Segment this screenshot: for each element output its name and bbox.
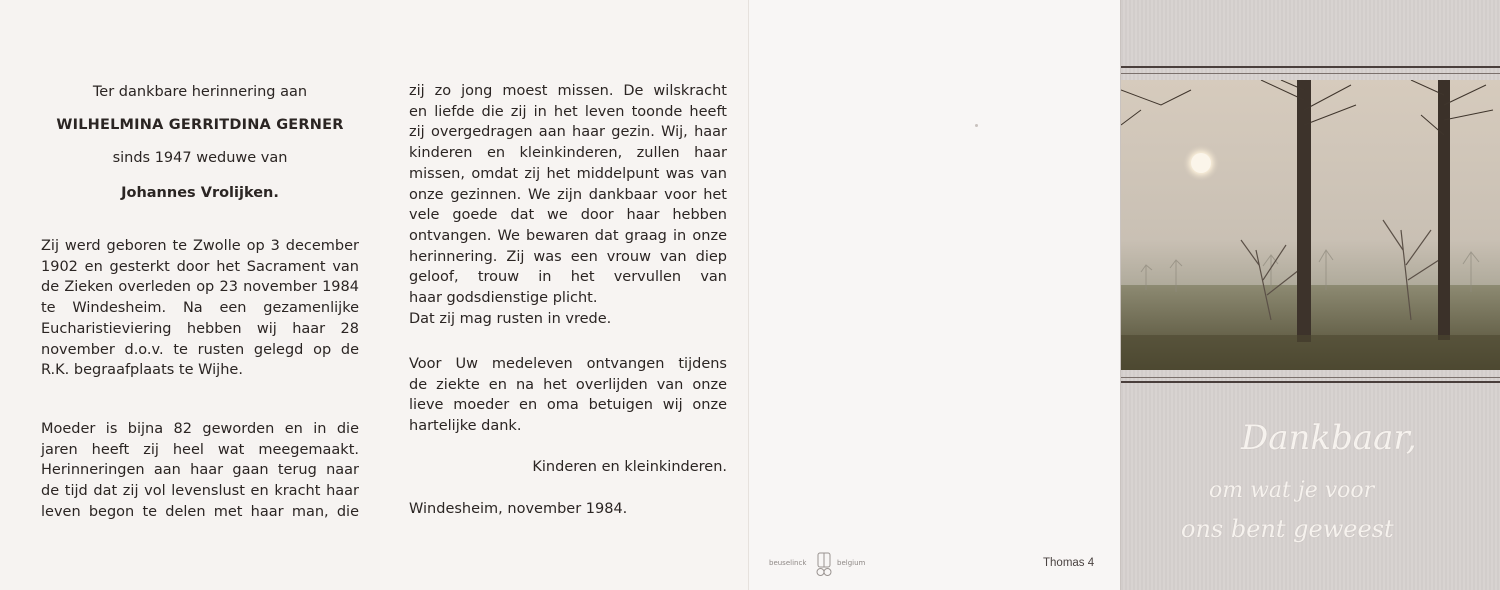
text-line: 1902 en gesterkt door het Sacrament van [41, 258, 359, 275]
family-signature: Kinderen en kleinkinderen. [532, 459, 727, 475]
intro-line: Ter dankbare herinnering aan [92, 84, 308, 100]
widow-line: sinds 1947 weduwe van [112, 150, 288, 166]
text-line: zij zo jong moest missen. De wilskracht [409, 83, 727, 99]
text-line: herinnering. Zij was een vrouw van diep [409, 248, 727, 265]
text-line: en liefde die zij in het leven toonde heeft [409, 103, 727, 120]
top-rule [1121, 66, 1500, 68]
left-panel [0, 0, 380, 590]
text-line: Moeder is bijna 82 geworden en in die [41, 421, 359, 437]
paper-speck [975, 124, 978, 127]
text-line: vele goede dat we door haar hebben [409, 207, 727, 224]
deceased-name: WILHELMINA GERRITDINA GERNER [56, 117, 344, 133]
script-line-3: ons bent geweest [1181, 515, 1394, 543]
text-line: Herinneringen aan haar gaan terug naar [41, 462, 359, 479]
printer-emblem-icon [815, 552, 833, 578]
memories-paragraph [41, 419, 359, 523]
text-line: missen, omdat zij het middelpunt was van [409, 165, 727, 182]
text-line: te Windesheim. Na een gezamenlijke [41, 300, 359, 317]
thanks-paragraph [409, 354, 727, 437]
text-line: geloof, trouw in het vervullen van [409, 269, 727, 286]
text-line: Voor Uw medeleven ontvangen tijdens [409, 356, 727, 372]
text-line: onze gezinnen. We zijn dankbaar voor het [409, 186, 727, 203]
printer-name-left: beuselinck [769, 559, 807, 567]
misty-trees-photo [1121, 80, 1500, 370]
script-title: Dankbaar, [1241, 418, 1417, 458]
printer-name-right: belgium [837, 559, 866, 567]
middle-panel [380, 0, 748, 590]
text-line: leven begon te delen met haar man, die [41, 503, 359, 520]
bottom-rule [1121, 381, 1500, 383]
printer-logo [769, 552, 879, 580]
text-line: Eucharistieviering hebben wij haar 28 [41, 320, 359, 337]
text-line: de tijd dat zij vol levenslust en kracht haar [41, 483, 359, 500]
text-line: Zij werd geboren te Zwolle op 3 december [41, 238, 359, 254]
text-line: de ziekte en na het overlijden van onze [409, 376, 727, 393]
text-line: zij overgedragen aan haar gezin. Wij, haar [409, 124, 727, 141]
text-line: R.K. begraafplaats te Wijhe. [41, 362, 243, 379]
bottom-rule-thin [1121, 377, 1500, 378]
husband-name: Johannes Vrolijken. [121, 185, 279, 201]
text-line: november d.o.v. te rusten gelegd op de [41, 341, 359, 358]
biography-paragraph [41, 236, 359, 381]
text-line: kinderen en kleinkinderen, zullen haar [409, 145, 727, 162]
text-line: ontvangen. We bewaren dat graag in onze [409, 227, 727, 244]
text-line: lieve moeder en oma betuigen wij onze [409, 397, 727, 414]
front-cover [1120, 0, 1500, 590]
text-line: jaren heeft zij heel wat meegemaakt. [41, 441, 359, 458]
script-line-2: om wat je voor [1209, 478, 1375, 503]
place-date: Windesheim, november 1984. [409, 501, 628, 517]
continuation-paragraph [409, 81, 727, 329]
back-panel [748, 0, 1121, 590]
text-line: haar godsdienstige plicht. [409, 290, 598, 307]
text-line: de Zieken overleden op 23 november 1984 [41, 279, 359, 296]
rest-in-peace-line: Dat zij mag rusten in vrede. [409, 310, 612, 327]
text-line: hartelijke dank. [409, 418, 522, 435]
top-rule-thin [1121, 73, 1500, 74]
card-code: Thomas 4 [1043, 557, 1095, 569]
